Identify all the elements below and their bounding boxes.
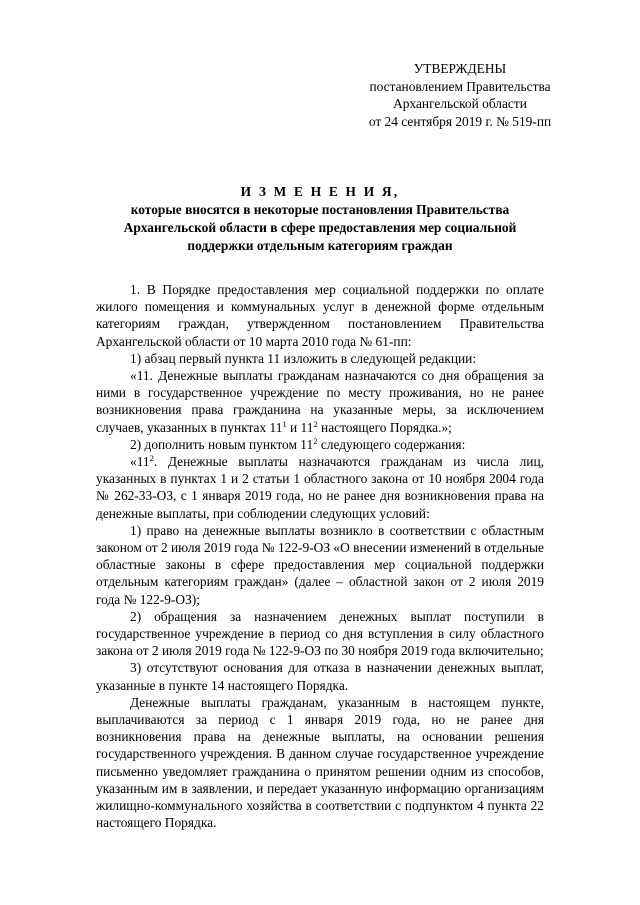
paragraph: 1) право на денежные выплаты возникло в соответствии с областным законом от 2 июля 2019 года № 122-9-ОЗ «О внесении изменений в отдельные областные законы в сфере предоставления мер социальной поддержки отдельным категориям граждан» (далее – областной закон от 2 июля 2019 года № 122-9-ОЗ); <box>96 522 544 607</box>
approval-line: Архангельской области <box>393 96 527 111</box>
paragraph: 3) отсутствуют основания для отказа в назначении денежных выплат, указанные в пункте 14 настоящего Порядка. <box>96 660 544 693</box>
heading-subtitle-line: которые вносятся в некоторые постановления Правительства <box>130 202 510 217</box>
paragraph: 1. В Порядке предоставления мер социальной поддержки по оплате жилого помещения и коммунальных услуг в денежной форме отдельным категориям граждан, утвержденном постановлением Правительства Архангельской области от 10 марта 2010 года № 61-пп: <box>96 282 544 349</box>
paragraph: 2) обращения за назначением денежных выплат поступили в государственное учреждение в период со дня вступления в силу областного закона от 2 июля 2019 года № 122-9-ОЗ по 30 ноября 2019 года включительно; <box>96 608 544 659</box>
approval-line: постановлением Правительства <box>369 78 551 94</box>
paragraph: 1) абзац первый пункта 11 изложить в следующей редакции: <box>130 350 477 366</box>
heading-title: И З М Е Н Е Н И Я, <box>240 184 400 199</box>
paragraph: Денежные выплаты гражданам, указанным в настоящем пункте, выплачиваются за период с 1 января 2019 года, но не ранее дня возникновения права на денежные выплаты, на основании решения государственного учреждения. В данном случае государственное учреждение письменно уведомляет гражданина о принятом решении одним из способов, указанным им в заявлении, и передает указанную информацию организациям жилищно-коммунального хозяйства в соответствии с подпунктом 4 пункта 22 настоящего Порядка. <box>96 694 544 831</box>
paragraph: «$11^2$. Денежные выплаты назначаются гражданам из числа лиц, указанных в пунктах 1 и 2 статьи 1 областного закона от 10 ноября 2004 года № 262-33-ОЗ, с 1 января 2019 года, но не ранее дня возникновения права на денежные выплаты, при соблюдении следующих условий: <box>96 453 544 521</box>
document-body <box>96 281 544 832</box>
document-heading <box>96 183 544 255</box>
heading-subtitle-line: Архангельской области в сфере предоставления мер социальной <box>123 220 517 235</box>
approval-stamp <box>345 60 575 130</box>
approval-title: УТВЕРЖДЕНЫ <box>413 61 507 76</box>
approval-date: от 24 сентября 2019 г. № 519-пп <box>368 113 552 129</box>
paragraph: 2) дополнить новым пунктом $11^2$ следующего содержания: <box>130 435 466 452</box>
heading-subtitle-line: поддержки отдельным категориям граждан <box>187 238 453 253</box>
paragraph: «11. Денежные выплаты гражданам назначаются со дня обращения за ними в государственное учреждение по месту проживания, но не ранее возникновения права гражданина на указанные меры, за исключением случаев, указанных в пунктах $11^1$ и $11^2$ настоящего Порядка.»; <box>96 368 544 435</box>
